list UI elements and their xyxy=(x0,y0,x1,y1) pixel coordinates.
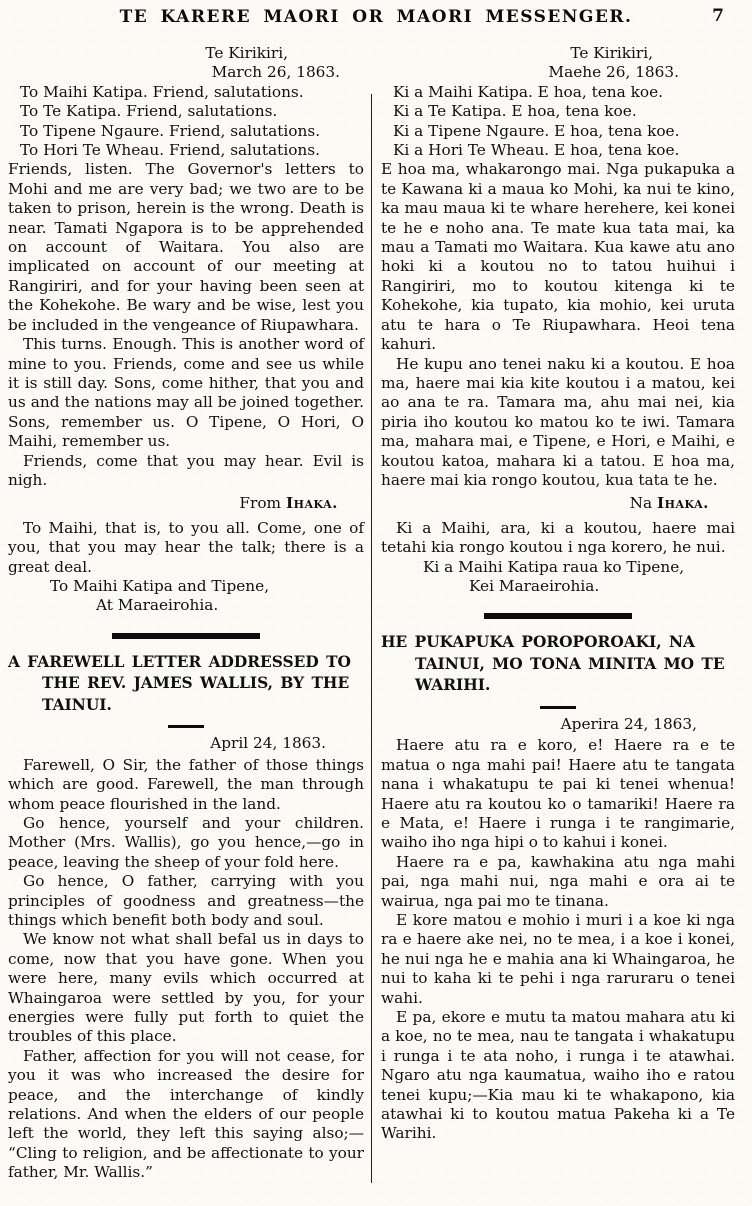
heading-rule xyxy=(540,706,576,709)
letter-date: March 26, 1863. xyxy=(211,63,340,82)
section-divider xyxy=(484,613,632,619)
article-date: Aperira 24, 1863, xyxy=(560,714,697,733)
letter-date: Maehe 26, 1863. xyxy=(548,63,679,82)
letter-paragraph: This turns. Enough. This is another word of mine to you. Friends, come and see us while it is still day. Sons, come hither, that you and us and the nations may all be joined together. Sons, remember us. O Tipene, O Hori, O Maihi, remember us. xyxy=(8,335,364,451)
article-paragraph: Father, affection for you will not cease, for you it was who increased the desire for peace, and the interchange of kindly relations. And when the elders of our people left the world, they left this saying also;— “Cling to religion, and be affectionate to your father, Mr. Wallis.” xyxy=(8,1046,364,1182)
salutation-line: Ki a Hori Te Wheau. E hoa, tena koe. xyxy=(393,141,680,160)
left-column xyxy=(8,44,371,1183)
address-line-1: Ki a Maihi Katipa raua ko Tipene, xyxy=(423,557,685,576)
signoff-name: Ihaka. xyxy=(285,494,338,513)
signoff-name: Ihaka. xyxy=(656,494,709,513)
article-paragraph: Go hence, yourself and your children. Mother (Mrs. Wallis), go you hence,—go in peace, leaving the sheep of your fold here. xyxy=(8,813,364,871)
page-body xyxy=(0,40,752,1183)
article-paragraph: E kore matou e mohio i muri i a koe ki nga ra e haere ake nei, no te mea, i a koe i konei, he nui nga he e mahia ana ki Whaingaroa, he nui to kaha ki te pehi i nga raruraru o tenei wahi. xyxy=(381,910,735,1007)
letter-paragraph: Friends, listen. The Governor's letters to Mohi and me are very bad; we two are to be taken to prison, herein is the wrong. Death is near. Tamati Ngapora is to be apprehended on account of Waitara. You also are implicated on account of our meeting at Rangiriri, and for your having been seen at the Kohekohe. Be wary and be wise, lest you be included in the vengeance of Riupawhara. xyxy=(8,160,364,334)
article-heading: HE PUKAPUKA POROPOROAKI, NA TAINUI, MO TONA MINITA MO TE WARIHI. xyxy=(381,633,725,695)
signoff-prefix: From xyxy=(239,494,286,513)
article-heading: A FAREWELL LETTER ADDRESSED TO THE REV. JAMES WALLIS, BY THE TAINUI. xyxy=(8,652,351,714)
letter-place: Te Kirikiri, xyxy=(570,44,653,62)
letter-place: Te Kirikiri, xyxy=(205,44,288,62)
masthead-title: TE KARERE MAORI OR MAORI MESSENGER. xyxy=(119,7,633,27)
letter-signoff xyxy=(381,494,735,513)
salutation-line: Ki a Tipene Ngaure. E hoa, tena koe. xyxy=(393,121,680,140)
article-paragraph: Haere atu ra e koro, e! Haere ra e te matua o nga mahi pai! Haere atu te tangata nana i whakatupu te pai ki tenei whenua! Haere atu ra koutou ko o tamariki! Haere ra e Mata, e! Haere i runga i te rangimarie, waiho iho nga hipi o to kahui i konei. xyxy=(381,736,735,852)
letter-paragraph: E hoa ma, whakarongo mai. Nga pukapuka a te Kawana ki a maua ko Mohi, ka nui te kino, ka mau maua ki te whare herehere, kei konei te he e noho ana. Te mate kua tata mai, ka mau a Tamati mo Waitara. Kua kawe atu ano hoki ki a koutou no to tatou huihui i Rangiriri, mo to koutou kitenga ki te Kohekohe, kia tupato, kia mohio, kei uruta atu te hara o Te Riupawhara. Heoi tena kahuri. xyxy=(381,160,735,354)
letter-postscript: To Maihi, that is, to you all. Come, one of you, that you may hear the talk; there is a great deal. xyxy=(8,518,364,576)
page-header xyxy=(0,0,752,40)
salutation-line: To Tipene Ngaure. Friend, salutations. xyxy=(20,121,321,140)
article-paragraph: E pa, ekore e mutu ta matou mahara atu ki a koe, no te mea, nau te tangata i whakatupu i runga i te ata noho, i runga i te atawhai. Ngaro atu nga kaumatua, waiho iho e ratou tenei kupu;—Kia mau ki te whakapono, kia atawhai ki to koutou matua Pakeha ki a Te Warihi. xyxy=(381,1007,735,1143)
article-paragraph: Farewell, O Sir, the father of those things which are good. Farewell, the man through whom peace flourished in the land. xyxy=(8,755,364,813)
salutation-line: To Hori Te Wheau. Friend, salutations. xyxy=(20,141,320,160)
article-paragraph: Haere ra e pa, kawhakina atu nga mahi pai, nga mahi nui, nga mahi e ora ai te wairua, nga pai mo te tinana. xyxy=(381,852,735,910)
heading-rule xyxy=(168,725,204,728)
article-paragraph: We know not what shall befal us in days to come, now that you have gone. When you were here, many evils which occurred at Whaingaroa were settled by you, for your energies were fully put forth to quiet the troubles of this place. xyxy=(8,930,364,1046)
address-line-1: To Maihi Katipa and Tipene, xyxy=(50,576,270,595)
address-line-2: Kei Maraeirohia. xyxy=(469,576,600,595)
salutation-line: Ki a Maihi Katipa. E hoa, tena koe. xyxy=(393,82,664,101)
address-line-2: At Maraeirohia. xyxy=(96,596,219,615)
salutation-line: To Maihi Katipa. Friend, salutations. xyxy=(20,82,304,101)
right-column xyxy=(372,44,735,1183)
letter-paragraph: He kupu ano tenei naku ki a koutou. E hoa ma, haere mai kia kite koutou i a matou, kei ao ana te ra. Tamara ma, ahu mai nei, kia piria iho koutou ko matou ko te iwi. Tamara ma, mahara mai, e Tipene, e Hori, e Maihi, e koutou katoa, mahara ki a tatou. E hoa ma, haere mai kia rongo koutou, kua tata te he. xyxy=(381,354,735,489)
salutation-line: To Te Katipa. Friend, salutations. xyxy=(20,102,278,121)
article-paragraph: Go hence, O father, carrying with you principles of goodness and greatness—the things which benefit both body and soul. xyxy=(8,872,364,929)
section-divider xyxy=(112,633,260,639)
article-date: April 24, 1863. xyxy=(210,734,326,753)
signoff-prefix: Na xyxy=(629,494,657,513)
letter-signoff xyxy=(8,494,364,513)
salutation-line: Ki a Te Katipa. E hoa, tena koe. xyxy=(393,102,637,121)
letter-postscript: Ki a Maihi, ara, ki a koutou, haere mai tetahi kia rongo koutou i nga korero, he nui. xyxy=(381,518,735,557)
letter-paragraph: Friends, come that you may hear. Evil is nigh. xyxy=(8,451,364,489)
page-number: 7 xyxy=(712,6,724,26)
